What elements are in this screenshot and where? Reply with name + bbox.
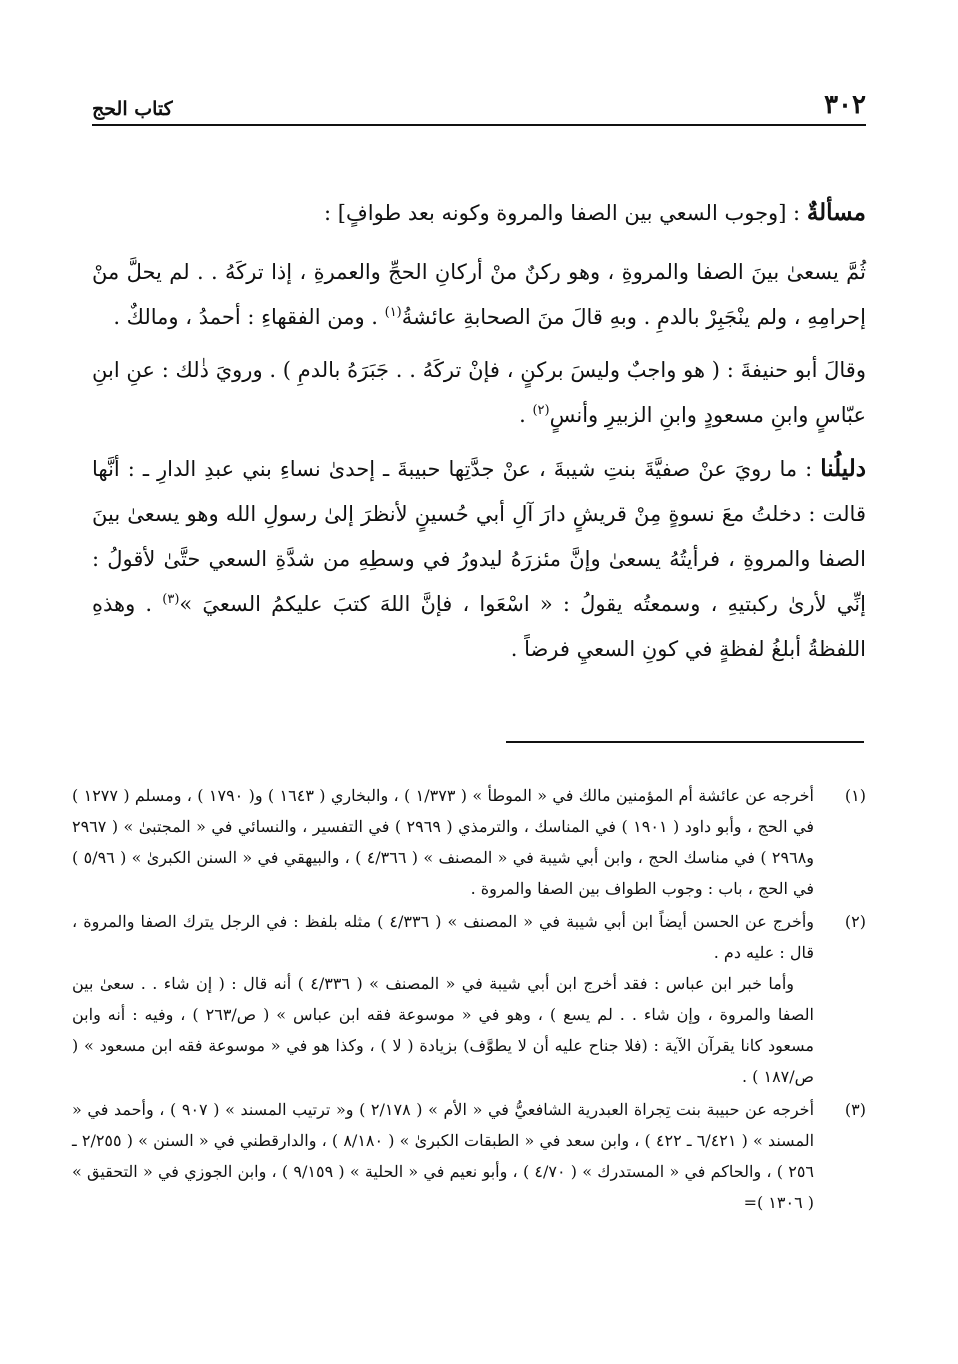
section-label: مسألةٌ <box>806 199 866 226</box>
evidence-label: دليلُنا <box>820 455 866 482</box>
footnote-number: (١) <box>844 786 866 805</box>
footnote-2 <box>72 906 866 1092</box>
paragraph-2-text-a: وقالَ أبو حنيفةَ : ( هو واجبٌ وليسَ بركنٍ ، فإنْ تركَهُ . . جَبَرَهُ بالدمِ ) . ورويَ ذٰلك : عنِ ابنِ عبّاسٍ وابنِ مسعودٍ وابنِ الزبيرِ وأنسٍ <box>92 358 866 427</box>
paragraph-1-text-b: . ومن الفقهاءِ : أحمدُ ، ومالكٌ . <box>113 305 385 329</box>
footnote-ref-2[interactable]: (٢) <box>532 403 550 418</box>
footnote-1 <box>72 780 866 904</box>
page-number: ٣٠٢ <box>824 90 866 120</box>
paragraph-3-text-a: : ما رويَ عنْ صفيَّةَ بنتِ شيبةَ ، عنْ جدَّتِها حبيبةَ ـ إحدىٰ نساءِ بني عبدِ الدارِ ـ : أنَّها قالت : دخلتُ معَ نسوةٍ مِنْ قريشٍ دارَ آلِ أبي حُسينٍ لأنظرَ إلىٰ رسولِ الله وهو يسعىٰ بينَ الصفا والمروةِ ، فرأيتُهُ يسعىٰ وإنَّ مئزرَهُ ليدورُ في وسطِهِ من شدَّةِ السعي حتَّىٰ لأقولُ : إنِّي لأرىٰ ركبتيهِ ، وسمعتُه يقولُ : « اسْعَوا ، فإنَّ اللهَ كتبَ عليكمُ السعيَ » <box>92 457 866 616</box>
paragraph-1-text-a: ثُمَّ يسعىٰ بينَ الصفا والمروةِ ، وهو ركنٌ منْ أركانِ الحجِّ والعمرةِ ، إذا تركَهُ . . لم يحلَّ منْ إحرامِهِ ، ولم ينْجَبِرْ بالدمِ . وبهِ قالَ منَ الصحابةِ عائشةُ <box>92 260 866 329</box>
paragraph-1 <box>92 250 866 340</box>
footnotes <box>72 780 866 1220</box>
paragraph-3 <box>92 446 866 672</box>
paragraph-3-text-b: . وهذهِ اللفظةُ أبلغُ لفظةٍ في كونِ السعيِ فرضاً . <box>92 592 866 661</box>
footnote-text: أخرجه عن عائشة أم المؤمنين مالك في « الموطأ » ( ١/٣٧٣ ) ، والبخاري ( ١٦٤٣ ) و( ١٧٩٠ ) ، ومسلم ( ١٢٧٧ ) في الحج ، وأبو داود ( ١٩٠١ ) في المناسك ، والترمذي ( ٢٩٦٩ ) في التفسير ، والنسائي في « المجتبىٰ » ( ٢٩٦٧ و٢٩٦٨ ) في مناسك الحج ، وابن أبي شيبة في « المصنف » ( ٤/٣٦٦ ) ، والبيهقي في « السنن الكبرىٰ » ( ٥/٩٦ ) في الحج ، باب : وجوب الطواف بين الصفا والمروة . <box>72 786 815 898</box>
footnote-body <box>72 780 814 904</box>
footnote-number: (٢) <box>844 912 866 931</box>
footnote-3 <box>72 1094 866 1218</box>
footnote-body <box>72 1094 814 1218</box>
paragraph-2-text-b: . <box>519 403 533 427</box>
header-rule <box>92 124 866 126</box>
footnote-text: وأخرج عن الحسن أيضاً ابن أبي شيبة في « المصنف » ( ٤/٣٣٦ ) مثله بلفظ : في الرجل يترك الصفا والمروة ، قال : عليه دم . <box>72 912 815 962</box>
footnote-number: (٣) <box>844 1100 866 1119</box>
main-text <box>92 190 866 680</box>
footnote-divider <box>506 741 864 743</box>
footnote-text: أخرجه عن حبيبة بنت تِجراة العبدرية الشافعيُّ في « الأم » ( ٢/١٧٨ ) و« ترتيب المسند » ( ٩٠٧ ) ، وأحمد في « المسند » ( ٦/٤٢١ ـ ٤٢٢ ) ، وابن سعد في « الطبقات الكبرىٰ » ( ٨/١٨٠ ) ، والدارقطني في « السنن » ( ٢/٢٥٥ ـ ٢٥٦ ) ، والحاكم في « المستدرك » ( ٤/٧٠ ) ، وأبو نعيم في « الحلية » ( ٩/١٥٩ ) ، وابن الجوزي في « التحقيق » ( ١٣٠٦ )= <box>72 1100 815 1212</box>
footnote-text-continued: وأما خبر ابن عباس : فقد أخرج ابن أبي شيبة في « المصنف » ( ٤/٣٣٦ ) أنه قال : ( إن شاء . . سعىٰ بين الصفا والمروة ، وإن شاء . . لم يسع ) ، وهو في « موسوعة فقه ابن عباس » ( ص/٢٦٣ ) ، وفيه : أنه وابن مسعود كانا يقرآن الآية : (فلا جناح عليه أن لا يطوَّف) بزيادة ( لا ) ، وكذا هو في « موسوعة فقه ابن مسعود » ( ص/١٨٧ ) . <box>72 974 815 1086</box>
section-title: : [وجوب السعي بين الصفا والمروة وكونه بعد طوافٍ] : <box>324 201 807 225</box>
book-title: كتاب الحج <box>92 98 173 120</box>
footnote-ref-3[interactable]: (٣) <box>162 592 180 607</box>
paragraph-2 <box>92 348 866 438</box>
footnote-ref-1[interactable]: (١) <box>384 305 402 320</box>
running-header <box>92 86 866 120</box>
footnote-body <box>72 906 814 1092</box>
section-heading <box>92 190 866 236</box>
